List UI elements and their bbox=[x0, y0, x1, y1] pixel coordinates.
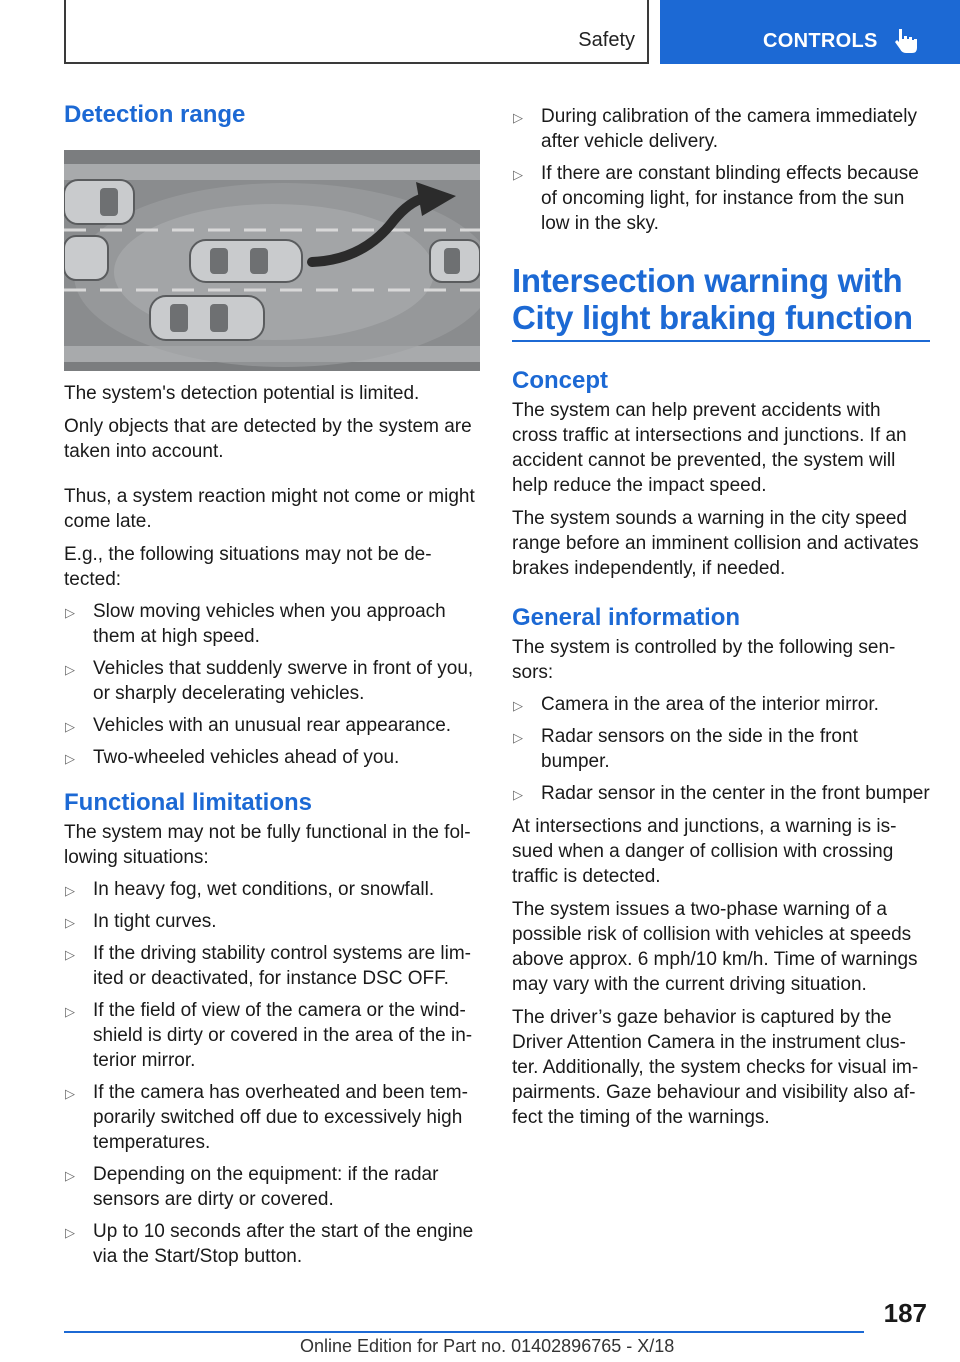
list-item: ▷ Two-wheeled vehicles ahead of you. bbox=[64, 745, 482, 770]
intersection-warning-heading: Intersection warning with City light braking function bbox=[512, 262, 930, 342]
list-item: ▷ Camera in the area of the interior mirror. bbox=[512, 692, 930, 717]
bullet-triangle-icon: ▷ bbox=[65, 947, 75, 962]
gaze-behavior-text: The driver’s gaze behavior is captured by the Driver Attention Camera in the instrument clus‐ter. Additionally, the system checks for visual im‐pairments. Gaze behaviour and visibility also af‐fect the timing of the warnings. bbox=[512, 1007, 919, 1128]
right-column bbox=[512, 104, 930, 1130]
list-item: ▷ In heavy fog, wet conditions, or snowfall. bbox=[64, 877, 482, 902]
list-item: ▷ Radar sensor in the center in the front bumper bbox=[512, 781, 930, 806]
left-column bbox=[64, 100, 482, 1269]
bullet-triangle-icon: ▷ bbox=[65, 1168, 75, 1183]
list-item: ▷ Vehicles that suddenly swerve in front of you, or sharply decelerating vehicles. bbox=[65, 658, 474, 704]
system-reaction-text: Thus, a system reaction might not come or might come late. bbox=[64, 486, 475, 532]
concept-heading: Concept bbox=[512, 367, 608, 394]
general-information-heading: General information bbox=[512, 604, 741, 631]
not-detected-list bbox=[64, 599, 482, 770]
page-number: 187 bbox=[883, 1298, 927, 1328]
chapter-title: CONTROLS bbox=[763, 30, 878, 52]
list-item: ▷ Slow moving vehicles when you approach them at high speed. bbox=[65, 601, 446, 647]
bullet-triangle-icon: ▷ bbox=[65, 1086, 75, 1101]
list-item: ▷ If the camera has overheated and been tem‐porarily switched off due to excessively high temperatures. bbox=[65, 1082, 468, 1153]
detection-range-diagram bbox=[64, 150, 480, 371]
bullet-triangle-icon: ▷ bbox=[65, 915, 75, 930]
edition-text: Online Edition for Part no. 01402896765 - X/18 bbox=[300, 1336, 675, 1356]
list-item: ▷ If the field of view of the camera or the wind‐shield is dirty or covered in the area of the in‐terior mirror. bbox=[65, 1000, 473, 1071]
footer-divider bbox=[64, 1331, 864, 1333]
limitations-list bbox=[64, 877, 482, 1269]
list-item: ▷ Vehicles with an unusual rear appearance. bbox=[64, 713, 482, 738]
bullet-triangle-icon: ▷ bbox=[65, 751, 75, 766]
list-item: ▷ Up to 10 seconds after the start of the engine via the Start/Stop button. bbox=[65, 1221, 474, 1267]
list-item: ▷ In tight curves. bbox=[64, 909, 482, 934]
bullet-triangle-icon: ▷ bbox=[513, 110, 523, 125]
concept-text-2: The system sounds a warning in the city speed range before an imminent collision and activates brakes independently, if needed. bbox=[512, 508, 919, 579]
sensors-list bbox=[512, 692, 930, 806]
intersection-warning-text: At intersections and junctions, a warning is is‐sued when a danger of collision with crossing traffic is detected. bbox=[512, 816, 897, 887]
bullet-triangle-icon: ▷ bbox=[513, 730, 523, 745]
detection-limited-text: The system's detection potential is limited. bbox=[64, 383, 420, 404]
bullet-triangle-icon: ▷ bbox=[513, 167, 523, 182]
bullet-triangle-icon: ▷ bbox=[65, 662, 75, 677]
list-item: ▷ Depending on the equipment: if the radar sensors are dirty or covered. bbox=[65, 1164, 439, 1210]
bullet-triangle-icon: ▷ bbox=[65, 883, 75, 898]
sensors-intro: The system is controlled by the following sen‐sors: bbox=[512, 637, 896, 683]
list-item: ▷ If the driving stability control systems are lim‐ited or deactivated, for instance DSC OFF. bbox=[65, 943, 472, 989]
limitations-intro: The system may not be fully functional in the fol‐lowing situations: bbox=[64, 822, 471, 868]
list-item: ▷ Radar sensors on the side in the front bumper. bbox=[513, 726, 858, 772]
section-header-box bbox=[64, 0, 649, 64]
bullet-triangle-icon: ▷ bbox=[513, 787, 523, 802]
section-title: Safety bbox=[578, 29, 635, 51]
bullet-triangle-icon: ▷ bbox=[513, 698, 523, 713]
detection-range-figure bbox=[64, 150, 480, 371]
detected-objects-text: Only objects that are detected by the system are taken into account. bbox=[64, 416, 472, 462]
bullet-triangle-icon: ▷ bbox=[65, 1225, 75, 1240]
list-item: ▷ If there are constant blinding effects because of oncoming light, for instance from the sun low in the sky. bbox=[513, 163, 919, 234]
bullet-triangle-icon: ▷ bbox=[65, 605, 75, 620]
concept-text-1: The system can help prevent accidents with cross traffic at intersections and junctions. If an accident cannot be prevented, the system will help reduce the impact speed. bbox=[512, 400, 907, 496]
page-header bbox=[0, 0, 960, 66]
continued-limitations-list bbox=[512, 104, 930, 236]
bullet-triangle-icon: ▷ bbox=[65, 1004, 75, 1019]
pointing-hand-icon bbox=[894, 27, 920, 55]
two-phase-warning-text: The system issues a two-phase warning of a possible risk of collision with vehicles at speeds above approx. 6 mph/10 km/h. Time of warnings may vary with the current driving situation. bbox=[512, 899, 918, 995]
not-detected-intro: E.g., the following situations may not be de‐tected: bbox=[64, 544, 432, 590]
list-item: ▷ During calibration of the camera immediately after vehicle delivery. bbox=[513, 106, 917, 152]
functional-limitations-heading: Functional limitations bbox=[64, 789, 313, 816]
detection-range-heading: Detection range bbox=[64, 101, 246, 128]
chapter-tab bbox=[660, 0, 960, 64]
bullet-triangle-icon: ▷ bbox=[65, 719, 75, 734]
